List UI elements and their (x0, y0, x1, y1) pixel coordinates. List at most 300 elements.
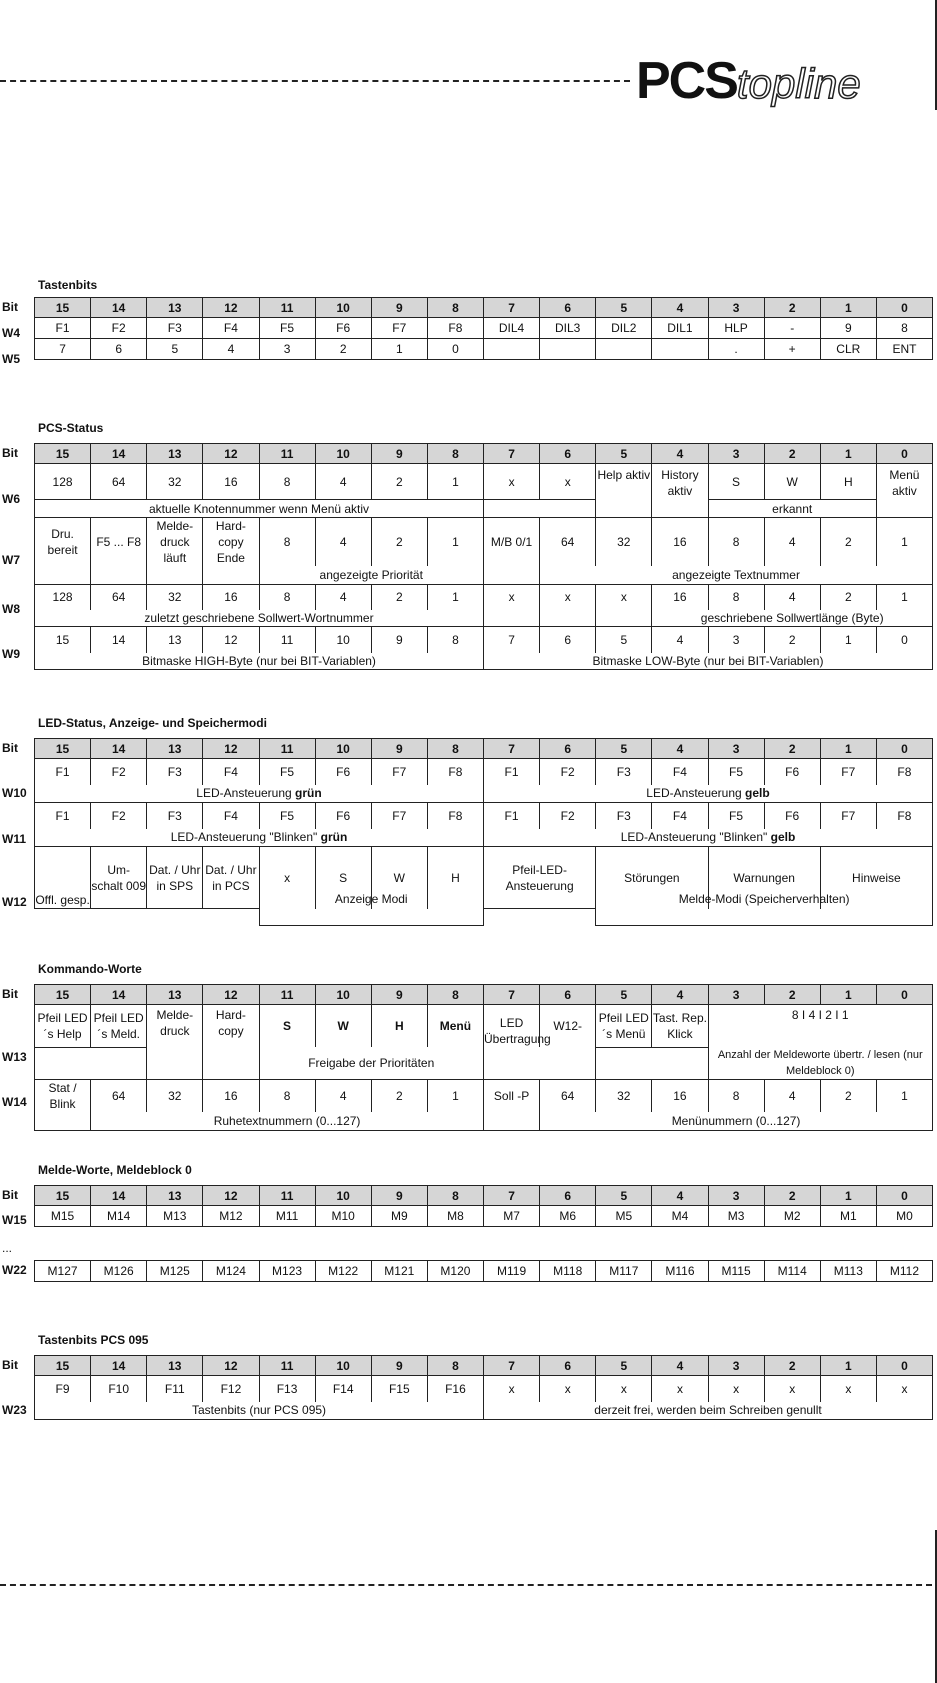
table-cell (484, 339, 540, 360)
table-cell: x (820, 1376, 876, 1402)
table-cell: M114 (764, 1261, 820, 1282)
table-cell: F6 (315, 759, 371, 785)
table-cell: 32 (147, 584, 203, 610)
table-cell: M112 (876, 1261, 932, 1282)
table-cell: F1 (35, 318, 91, 339)
bit-header-cell: 6 (540, 985, 596, 1005)
table-cell: M116 (652, 1261, 708, 1282)
table-cell: 1 (876, 584, 932, 610)
row-label-bit: Bit (2, 987, 18, 1001)
table-cell: F15 (371, 1376, 427, 1402)
table-cell: M117 (596, 1261, 652, 1282)
row-label-bit: Bit (2, 446, 18, 460)
bit-header-cell: 2 (764, 298, 820, 318)
table-cell: x (764, 1376, 820, 1402)
row-label-w10: W10 (2, 786, 27, 800)
table-cell: M10 (315, 1206, 371, 1227)
table-cell: F2 (540, 759, 596, 785)
section-title-led-status: LED-Status, Anzeige- und Speichermodi (38, 716, 267, 730)
table-cell: 1 (427, 1080, 483, 1113)
table-cell: M9 (371, 1206, 427, 1227)
table-cell: M12 (203, 1206, 259, 1227)
caption: aktuelle Knotennummer wenn Menü aktiv (35, 500, 484, 518)
table-cell: M115 (708, 1261, 764, 1282)
table-cell: F1 (484, 759, 540, 785)
bit-header-cell: 12 (203, 444, 259, 464)
table-cell: + (764, 339, 820, 360)
row-label-w22: W22 (2, 1263, 27, 1277)
table-cell: 11 (259, 627, 315, 653)
table-cell: x (540, 584, 596, 610)
table-cell: 13 (147, 627, 203, 653)
bit-header-cell: 4 (652, 298, 708, 318)
caption: Bitmaske HIGH-Byte (nur bei BIT-Variablen) (35, 653, 484, 670)
table-cell: F6 (315, 803, 371, 829)
table-cell: M113 (820, 1261, 876, 1282)
table-cell: M2 (764, 1206, 820, 1227)
table-cell: F5 (708, 759, 764, 785)
table-cell: 2 (820, 584, 876, 610)
bit-header-cell: 14 (91, 1356, 147, 1376)
table-row-w5 (35, 339, 933, 360)
table-cell: 8 (259, 1080, 315, 1113)
table-cell: 16 (652, 1080, 708, 1113)
bit-header-cell: 3 (708, 985, 764, 1005)
table-row-w22 (35, 1261, 933, 1282)
section-title-tastenbits: Tastenbits (38, 278, 98, 292)
bit-header-cell: 13 (147, 444, 203, 464)
table-cell: F10 (91, 1376, 147, 1402)
bit-header-cell: 15 (35, 444, 91, 464)
table-cell: x (652, 1376, 708, 1402)
bit-header-cell: 3 (708, 444, 764, 464)
bit-header-cell: 5 (596, 298, 652, 318)
table-cell: 32 (147, 1080, 203, 1113)
table-cell (540, 339, 596, 360)
table-cell: 2 (371, 1080, 427, 1113)
table-cell: Hard- copy Ende (203, 518, 259, 567)
bit-header-cell: 1 (820, 985, 876, 1005)
bit-header-cell: 3 (708, 298, 764, 318)
bit-header-cell: 14 (91, 444, 147, 464)
table-cell: x (484, 1376, 540, 1402)
table-cell: M4 (652, 1206, 708, 1227)
table-cell: x (484, 584, 540, 610)
bit-header-cell: 11 (259, 444, 315, 464)
table-cell: 12 (203, 627, 259, 653)
bit-header-cell: 10 (315, 739, 371, 759)
section-title-kommando: Kommando-Worte (38, 962, 142, 976)
section-title-tasten095: Tastenbits PCS 095 (38, 1333, 149, 1347)
bit-header-cell: 6 (540, 739, 596, 759)
bit-header-cell: 12 (203, 1186, 259, 1206)
table-cell: F7 (820, 803, 876, 829)
row-label-bit: Bit (2, 1358, 18, 1372)
row-label-w4: W4 (2, 326, 20, 340)
bit-header-cell: 8 (427, 1356, 483, 1376)
caption: LED-Ansteuerung grün (35, 785, 484, 803)
bit-header-cell: 8 (427, 985, 483, 1005)
bit-header-cell: 8 (427, 444, 483, 464)
table-cell: M14 (91, 1206, 147, 1227)
bit-header-cell: 11 (259, 739, 315, 759)
table-row-w12: Offl. gesp. Um- schalt 009 Dat. / Uhr in SPS Dat. / Uhr in PCS x S W H Pfeil-LED- Ansteuerung Störungen Warnungen Hinweise (35, 847, 933, 909)
bit-header-cell: 11 (259, 1186, 315, 1206)
bit-header-cell: 1 (820, 298, 876, 318)
table-cell: M6 (540, 1206, 596, 1227)
bit-header-cell: 14 (91, 985, 147, 1005)
bit-header-cell: 12 (203, 739, 259, 759)
table-cell: F3 (147, 759, 203, 785)
bit-header-cell: 15 (35, 985, 91, 1005)
table-cell: 64 (540, 1080, 596, 1113)
bit-header-cell: 15 (35, 1356, 91, 1376)
bit-header-cell: 2 (764, 1356, 820, 1376)
table-cell: M5 (596, 1206, 652, 1227)
caption: LED-Ansteuerung "Blinken" gelb (484, 829, 933, 847)
bit-header-cell: 9 (371, 444, 427, 464)
bit-header-cell: 6 (540, 1356, 596, 1376)
bit-header-cell: 5 (596, 1186, 652, 1206)
bit-header-cell: 11 (259, 298, 315, 318)
bit-header-row (35, 298, 933, 318)
table-cell: M13 (147, 1206, 203, 1227)
table-cell: 64 (91, 584, 147, 610)
bit-header-cell: 7 (484, 444, 540, 464)
bit-header-cell: 15 (35, 1186, 91, 1206)
bit-header-cell: 0 (876, 1356, 932, 1376)
table-row-w10 (35, 759, 933, 785)
bit-header-cell: 0 (876, 1186, 932, 1206)
table-cell: 6 (91, 339, 147, 360)
table-cell: 7 (35, 339, 91, 360)
table-row-w10-caption (35, 785, 933, 803)
table-cell: 15 (35, 627, 91, 653)
table-tastenbits (34, 297, 933, 360)
bit-header-cell: 5 (596, 1356, 652, 1376)
table-cell: M0 (876, 1206, 932, 1227)
bit-header-cell: 13 (147, 985, 203, 1005)
table-cell: F8 (427, 803, 483, 829)
table-cell: M15 (35, 1206, 91, 1227)
table-cell: 2 (315, 339, 371, 360)
table-cell: 1 (427, 584, 483, 610)
section-title-melde: Melde-Worte, Meldeblock 0 (38, 1163, 192, 1177)
bit-header-cell: 5 (596, 444, 652, 464)
table-row-w23 (35, 1376, 933, 1402)
table-cell: M3 (708, 1206, 764, 1227)
table-cell: 64 (91, 1080, 147, 1113)
caption: angezeigte Priorität (259, 566, 484, 584)
table-cell: F16 (427, 1376, 483, 1402)
table-cell: 4 (203, 339, 259, 360)
pcs-topline-logo: PCStopline (636, 52, 861, 110)
bit-header-cell: 14 (91, 739, 147, 759)
table-cell: M125 (147, 1261, 203, 1282)
table-row-w23-caption (35, 1402, 933, 1420)
table-cell: . (708, 339, 764, 360)
table-cell: M123 (259, 1261, 315, 1282)
table-cell: 1 (876, 1080, 932, 1113)
bit-header-cell: 11 (259, 985, 315, 1005)
table-cell: 2 (820, 1080, 876, 1113)
bit-header-cell: 5 (596, 739, 652, 759)
table-cell: M127 (35, 1261, 91, 1282)
caption: Bitmaske LOW-Byte (nur bei BIT-Variablen) (484, 653, 933, 670)
table-cell: 32 (596, 1080, 652, 1113)
bit-header-row (35, 444, 933, 464)
table-cell: 9 (371, 627, 427, 653)
table-cell: F12 (203, 1376, 259, 1402)
table-cell (652, 339, 708, 360)
bit-header-cell: 2 (764, 444, 820, 464)
table-cell: F7 (371, 318, 427, 339)
table-cell: 0 (876, 627, 932, 653)
table-cell: F2 (540, 803, 596, 829)
table-kommando (34, 984, 933, 1131)
table-cell: M122 (315, 1261, 371, 1282)
bit-header-cell: 6 (540, 1186, 596, 1206)
table-cell: F2 (91, 759, 147, 785)
caption: LED-Ansteuerung gelb (484, 785, 933, 803)
table-cell: 2 (764, 627, 820, 653)
table-cell: 8 (708, 518, 764, 567)
bit-header-cell: 8 (427, 1186, 483, 1206)
bit-header-cell: 12 (203, 298, 259, 318)
table-cell: M1 (820, 1206, 876, 1227)
caption: Menünummern (0...127) (540, 1112, 933, 1130)
row-label-w12: W12 (2, 895, 27, 909)
table-row-w8 (35, 584, 933, 610)
bit-header-cell: 10 (315, 1356, 371, 1376)
bit-header-cell: 10 (315, 985, 371, 1005)
table-pcs-status (34, 443, 933, 670)
table-cell: M/B 0/1 (484, 518, 540, 567)
bit-header-cell: 6 (540, 298, 596, 318)
bit-header-cell: 14 (91, 298, 147, 318)
table-cell: 10 (315, 627, 371, 653)
table-row-w9 (35, 627, 933, 653)
bit-header-cell: 13 (147, 1186, 203, 1206)
caption: derzeit frei, werden beim Schreiben genullt (484, 1402, 933, 1420)
table-cell: F5 (259, 803, 315, 829)
table-cell: F5 (259, 759, 315, 785)
table-cell: F2 (91, 803, 147, 829)
table-cell: F11 (147, 1376, 203, 1402)
table-cell: Stat / Blink (35, 1080, 91, 1113)
table-cell: F8 (427, 759, 483, 785)
bit-header-cell: 14 (91, 1186, 147, 1206)
bit-header-cell: 7 (484, 739, 540, 759)
table-cell: 1 (371, 339, 427, 360)
caption: Ruhetextnummern (0...127) (91, 1112, 484, 1130)
bit-header-cell: 10 (315, 298, 371, 318)
bit-header-cell: 6 (540, 444, 596, 464)
table-cell: F14 (315, 1376, 371, 1402)
table-cell: 6 (540, 627, 596, 653)
table-cell: Soll -P (484, 1080, 540, 1113)
table-cell: F5 (259, 318, 315, 339)
table-cell: 4 (315, 518, 371, 567)
caption: Melde-Modi (Speicherverhalten) (596, 891, 933, 908)
bit-header-cell: 4 (652, 1356, 708, 1376)
table-cell: F1 (35, 803, 91, 829)
row-label-bit: Bit (2, 1188, 18, 1202)
row-label-w14: W14 (2, 1095, 27, 1109)
bit-header-cell: 0 (876, 985, 932, 1005)
bit-header-cell: 1 (820, 444, 876, 464)
table-cell: M11 (259, 1206, 315, 1227)
table-cell: 32 (596, 518, 652, 567)
table-row-w6-caption (35, 500, 933, 518)
bit-header-cell: 9 (371, 1356, 427, 1376)
bit-header-cell: 9 (371, 1186, 427, 1206)
bit-header-cell: 4 (652, 739, 708, 759)
bit-header-cell: 1 (820, 1356, 876, 1376)
bit-header-cell: 0 (876, 298, 932, 318)
table-cell: 1 (427, 518, 483, 567)
table-cell: 4 (764, 584, 820, 610)
table-cell: F5 (708, 803, 764, 829)
row-label-w5: W5 (2, 352, 20, 366)
ellipsis: ... (2, 1241, 13, 1255)
table-cell: 8 (259, 518, 315, 567)
table-cell: 8 (708, 584, 764, 610)
table-cell: F3 (147, 803, 203, 829)
table-row-w7 (35, 518, 933, 567)
table-cell: 14 (91, 627, 147, 653)
bit-header-cell: 8 (427, 739, 483, 759)
table-cell: F8 (876, 803, 932, 829)
bit-header-cell: 1 (820, 1186, 876, 1206)
table-cell: 4 (315, 1080, 371, 1113)
row-label-w6: W6 (2, 492, 20, 506)
bit-header-cell: 10 (315, 444, 371, 464)
row-label-w11: W11 (2, 832, 27, 846)
row-label-w15: W15 (2, 1213, 27, 1227)
bit-header-cell: 3 (708, 1356, 764, 1376)
table-row-w14-caption (35, 1112, 933, 1130)
footer-dashed-rule (0, 1584, 932, 1586)
table-cell: 16 (652, 518, 708, 567)
row-label-w8: W8 (2, 602, 20, 616)
table-cell: 1 (876, 518, 932, 567)
table-row-w14 (35, 1080, 933, 1113)
bit-header-cell: 11 (259, 1356, 315, 1376)
table-cell: 4 (652, 627, 708, 653)
table-cell: DIL1 (652, 318, 708, 339)
bit-header-cell: 4 (652, 1186, 708, 1206)
table-cell: F13 (259, 1376, 315, 1402)
table-row-w13: Pfeil LED´s Help Pfeil LED´s Meld. Melde- druck Hard- copy S W H Menü LED Übertragung W12- Pfeil LED´s Menü Tast. Rep. Klick 8 I 4 I 2 I 1 (35, 1005, 933, 1048)
table-cell: 5 (147, 339, 203, 360)
table-cell: F5 ... F8 (91, 518, 147, 567)
bit-header-cell: 9 (371, 985, 427, 1005)
table-cell: F7 (371, 759, 427, 785)
caption: Freigabe der Prioritäten (259, 1047, 484, 1080)
bit-header-cell: 7 (484, 985, 540, 1005)
bit-header-cell: 7 (484, 1356, 540, 1376)
table-cell: F1 (484, 803, 540, 829)
table-cell: 8 (708, 1080, 764, 1113)
table-cell: 3 (259, 339, 315, 360)
table-cell: F3 (596, 803, 652, 829)
bit-header-cell: 12 (203, 985, 259, 1005)
table-cell: F6 (315, 318, 371, 339)
bit-header-cell: 0 (876, 444, 932, 464)
caption: geschriebene Sollwertlänge (Byte) (652, 610, 933, 627)
table-cell: F2 (91, 318, 147, 339)
table-row-w12-caption (35, 909, 933, 926)
caption: erkannt (708, 500, 876, 518)
table-cell: F6 (764, 759, 820, 785)
table-melde-w22 (34, 1260, 933, 1282)
table-cell: x (708, 1376, 764, 1402)
bit-header-cell: 15 (35, 298, 91, 318)
bit-header-cell: 7 (484, 298, 540, 318)
row-label-w13: W13 (2, 1050, 27, 1064)
table-row-w11 (35, 803, 933, 829)
table-led-status (34, 738, 933, 926)
table-cell (596, 339, 652, 360)
table-cell: 3 (708, 627, 764, 653)
table-cell: 16 (203, 1080, 259, 1113)
table-cell: F4 (652, 759, 708, 785)
table-cell: M8 (427, 1206, 483, 1227)
table-cell: M7 (484, 1206, 540, 1227)
table-cell: 16 (203, 584, 259, 610)
table-cell: DIL4 (484, 318, 540, 339)
table-cell: x (876, 1376, 932, 1402)
table-cell: x (596, 584, 652, 610)
table-cell: 4 (764, 518, 820, 567)
bit-header-cell: 2 (764, 1186, 820, 1206)
bit-header-cell: 13 (147, 298, 203, 318)
bit-header-cell: 2 (764, 739, 820, 759)
bit-header-cell: 3 (708, 1186, 764, 1206)
table-cell: 128 (35, 584, 91, 610)
table-cell: M126 (91, 1261, 147, 1282)
table-cell: 1 (820, 627, 876, 653)
bit-header-cell: 5 (596, 985, 652, 1005)
table-cell: 64 (540, 518, 596, 567)
bit-header-cell: 4 (652, 985, 708, 1005)
table-tasten095 (34, 1355, 933, 1420)
caption: Anzahl der Meldeworte übertr. / lesen (nur Meldeblock 0) (708, 1047, 933, 1080)
header-dashed-rule (0, 80, 630, 82)
caption: Anzeige Modi (259, 891, 484, 908)
table-row-w15 (35, 1206, 933, 1227)
table-cell: F1 (35, 759, 91, 785)
row-label-w7: W7 (2, 553, 20, 567)
table-row-w13-caption (35, 1047, 933, 1080)
table-cell: Dru. bereit (35, 518, 91, 567)
table-cell: 7 (484, 627, 540, 653)
table-cell: F8 (427, 318, 483, 339)
table-cell: 8 (259, 584, 315, 610)
bit-header-row (35, 985, 933, 1005)
bit-header-cell: 13 (147, 739, 203, 759)
bit-header-row (35, 1356, 933, 1376)
table-cell: x (540, 1376, 596, 1402)
table-cell: 2 (371, 518, 427, 567)
table-cell: M124 (203, 1261, 259, 1282)
caption: zuletzt geschriebene Sollwert-Wortnummer (35, 610, 484, 627)
table-cell: 4 (315, 584, 371, 610)
bit-header-cell: 2 (764, 985, 820, 1005)
bit-header-cell: 9 (371, 739, 427, 759)
table-cell: 2 (371, 584, 427, 610)
